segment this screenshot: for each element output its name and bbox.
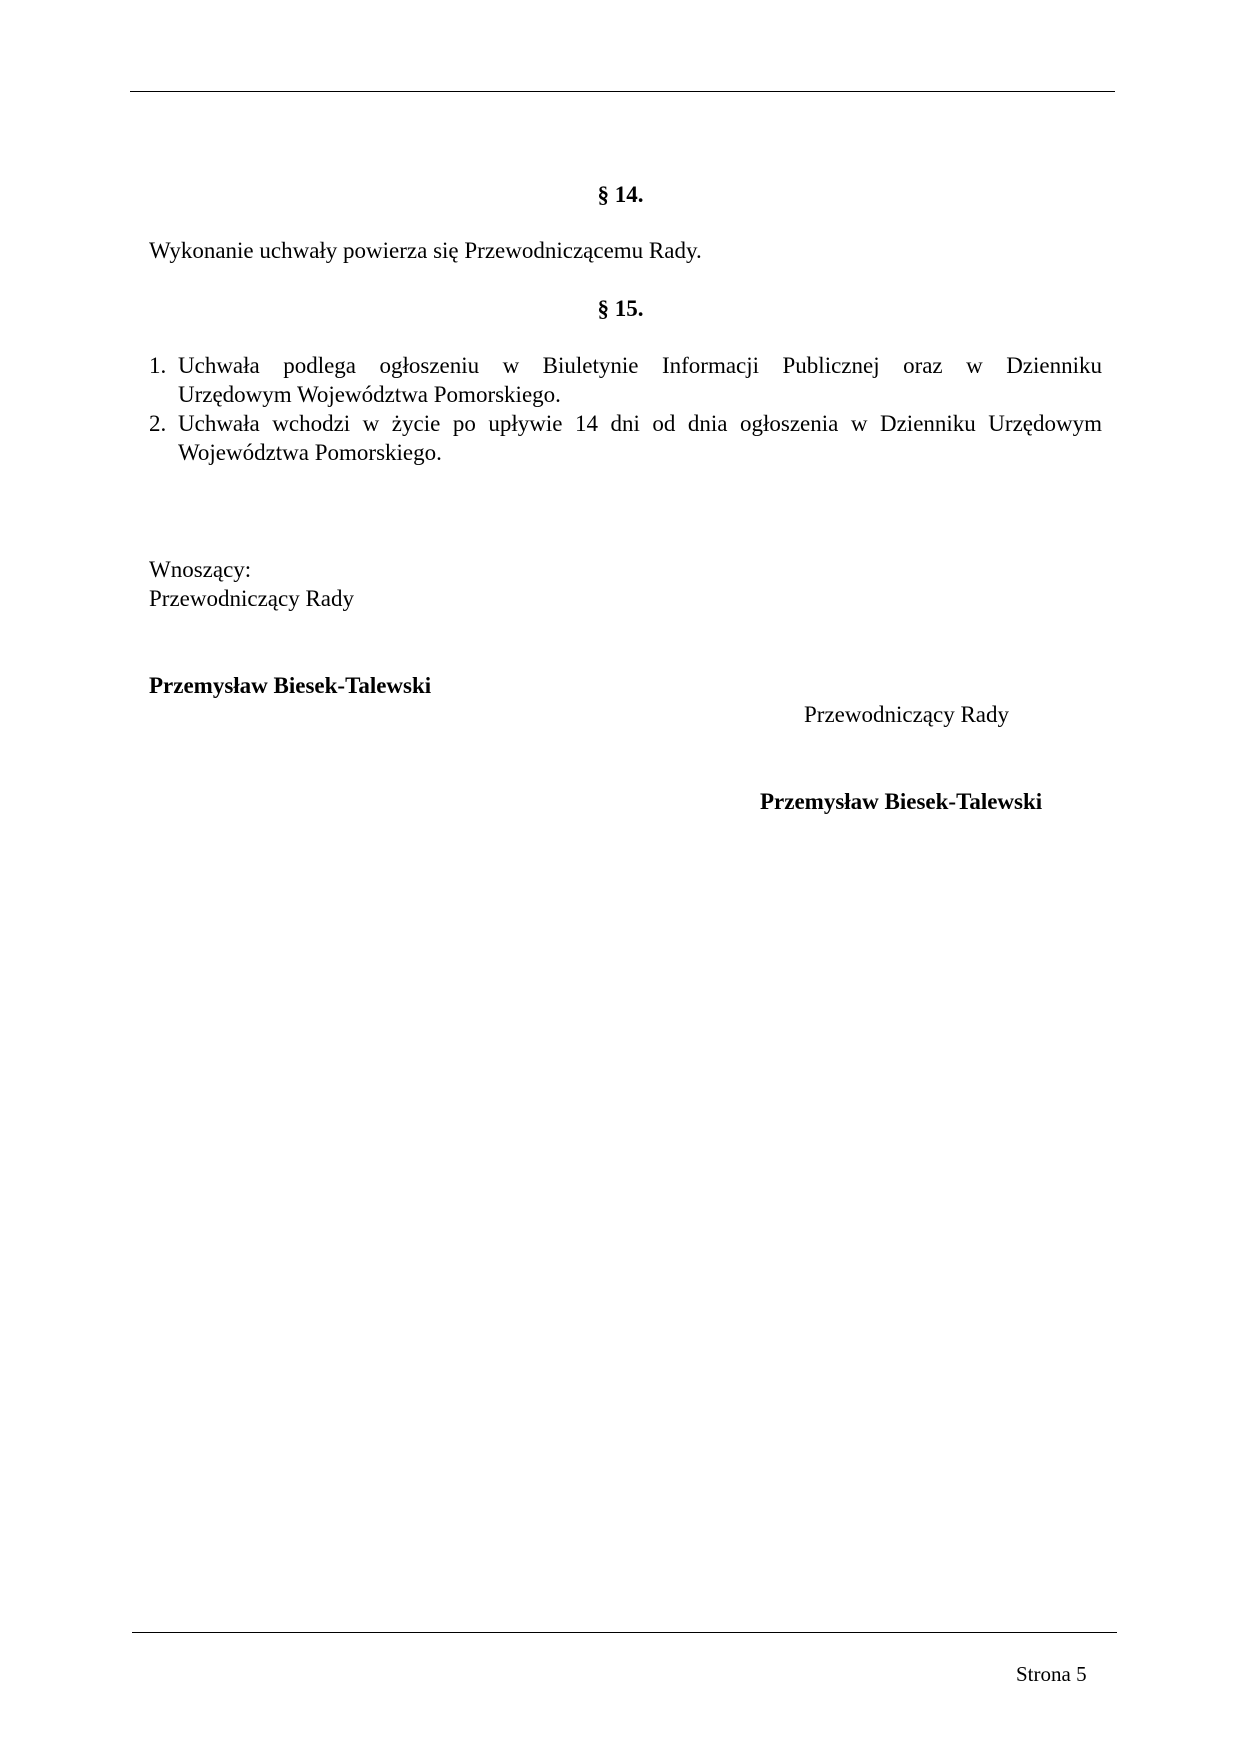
list-item-text-line: Urzędowym Województwa Pomorskiego. [178,382,561,407]
section-15-list [149,351,1102,467]
page-number: Strona 5 [1016,1662,1087,1686]
submitter-name: Przemysław Biesek-Talewski [149,673,432,698]
list-item-text-line: Uchwała wchodzi w życie po upływie 14 dni od dnia ogłoszenia w Dzienniku Urzędowym [178,411,1102,436]
footer-divider [132,1632,1117,1633]
section-14-heading: § 14. [597,182,644,207]
list-item [149,409,1102,467]
list-item-text-line: Województwa Pomorskiego. [178,440,442,465]
submitter-label: Wnoszący: [149,557,252,582]
submitter-role: Przewodniczący Rady [149,586,355,611]
signature-role: Przewodniczący Rady [804,702,1010,727]
list-item [149,351,1102,409]
list-item-text-line: Uchwała podlega ogłoszeniu w Biuletynie Informacji Publicznej oraz w Dzienniku [178,353,1102,378]
list-item-number: 2. [149,411,167,436]
list-item-number: 1. [149,353,167,378]
section-15-heading: § 15. [597,296,644,321]
section-14-body: Wykonanie uchwały powierza się Przewodniczącemu Rady. [149,238,702,263]
header-divider [130,91,1115,92]
signature-name: Przemysław Biesek-Talewski [760,789,1043,814]
